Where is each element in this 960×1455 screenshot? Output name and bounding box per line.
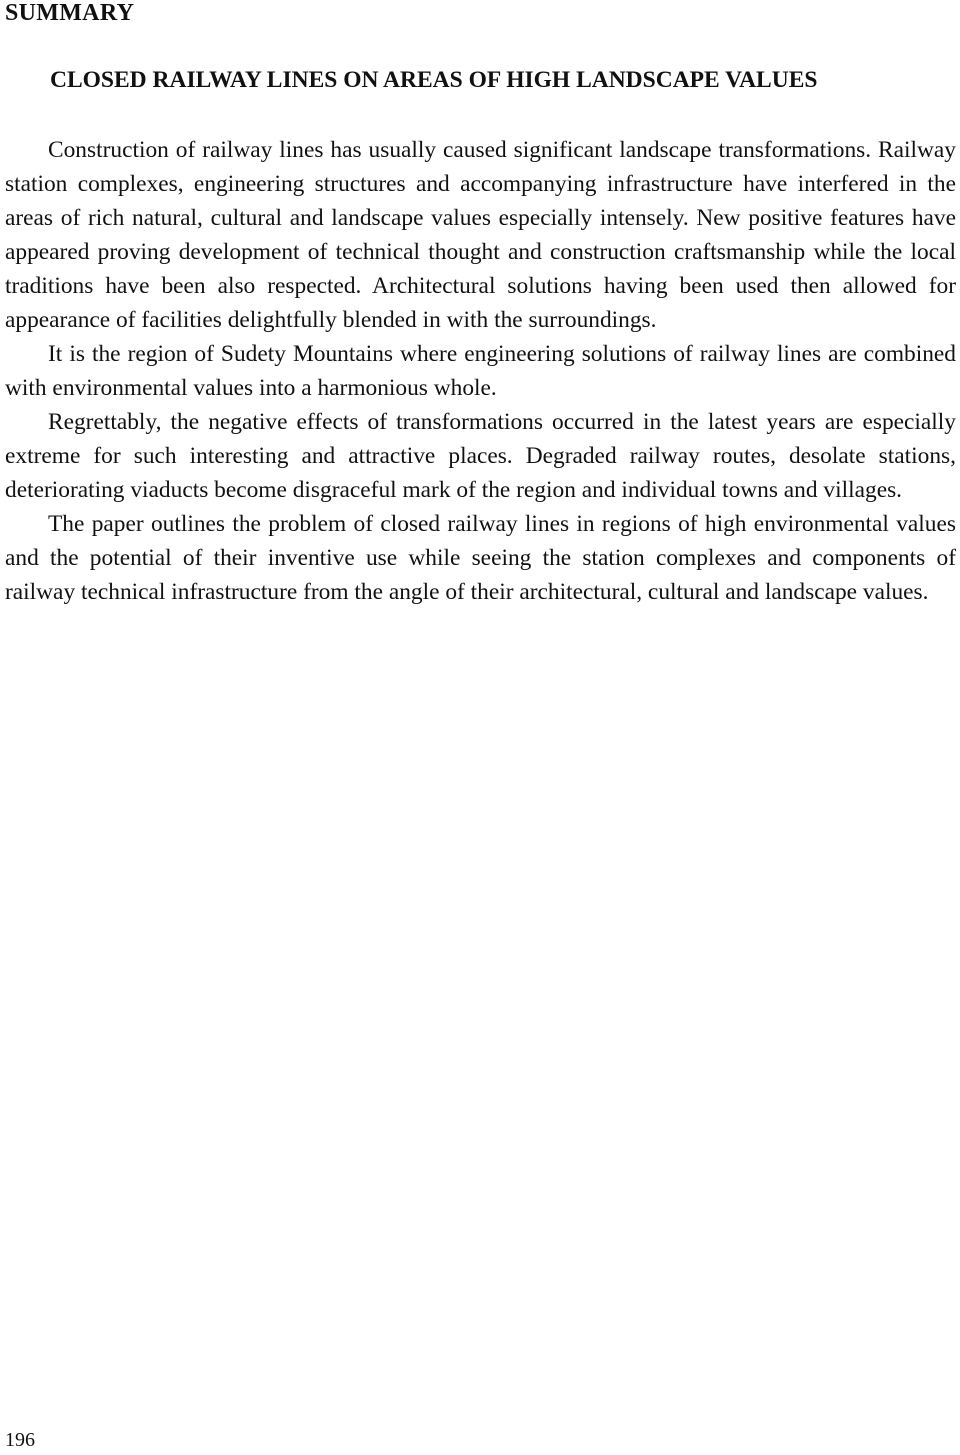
paper-title: CLOSED RAILWAY LINES ON AREAS OF HIGH LANDSCAPE VALUES (50, 67, 818, 93)
paragraph-2: It is the region of Sudety Mountains where engineering solutions of railway lines are combined with environmental values into a harmonious whole. (5, 341, 956, 401)
page-number: 196 (5, 1429, 35, 1451)
paragraph-3: Regrettably, the negative effects of transformations occurred in the latest years are especially extreme for such interesting and attractive places. Degraded railway routes, desolate stations, deteriorating viaducts become disgraceful mark of the region and individual towns and villages. (5, 409, 956, 503)
summary-body (5, 133, 956, 609)
paragraph-4: The paper outlines the problem of closed railway lines in regions of high environmental values and the potential of their inventive use while seeing the station complexes and components of railway technical infrastructure from the angle of their architectural, cultural and landscape values. (5, 511, 956, 605)
paragraph-1: Construction of railway lines has usually caused significant landscape transformations. Railway station complexes, engineering structures and accompanying infrastructure have interfered in the areas of rich natural, cultural and landscape values especially intensely. New positive features have appeared proving development of technical thought and construction craftsmanship while the local traditions have been also respected. Architectural solutions having been used then allowed for appearance of facilities delightfully blended in with the surroundings. (5, 137, 956, 333)
section-heading: SUMMARY (5, 0, 135, 26)
